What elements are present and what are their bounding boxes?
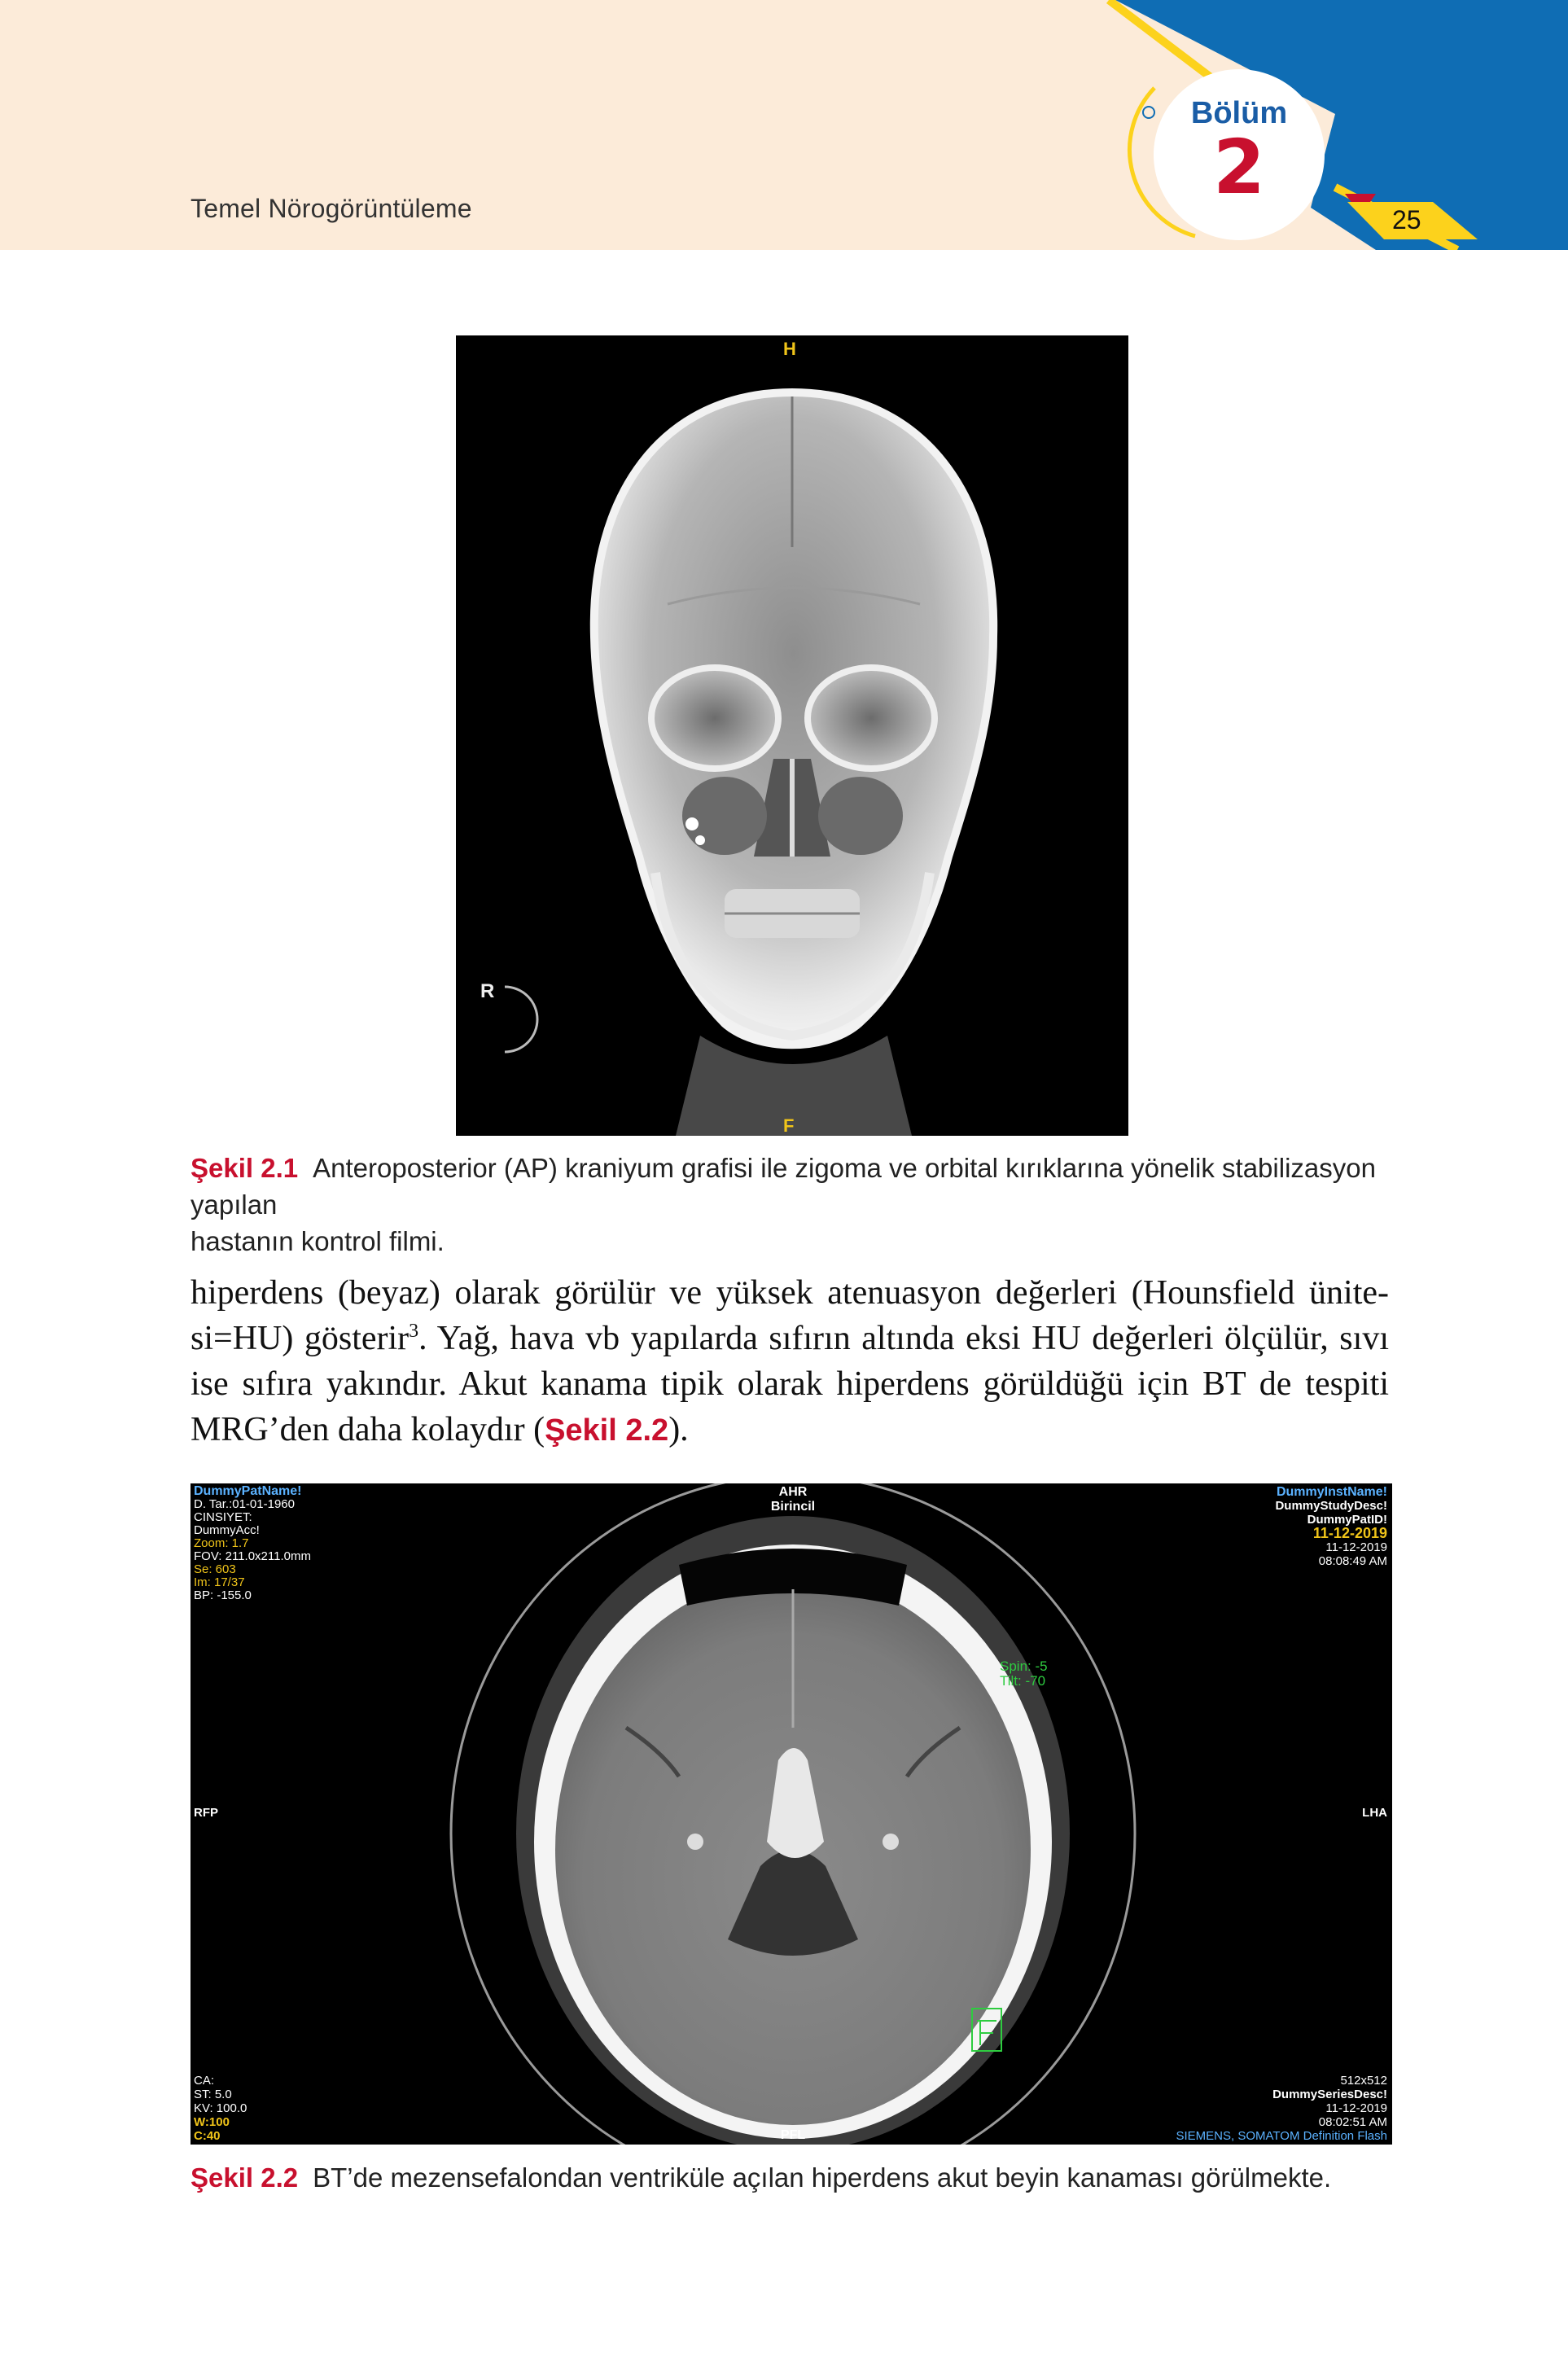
figure-2-2-caption <box>191 2159 1387 2196</box>
body-line-4 <box>191 1407 1389 1453</box>
scanner-model: SIEMENS, SOMATOM Definition Flash <box>1176 2129 1387 2143</box>
institution-name: DummyInstName! <box>1276 1485 1387 1499</box>
ct-top-right-info <box>1275 1485 1387 1568</box>
figure-2-1-caption-line1: Anteroposterior (AP) kraniyum grafisi ile zigoma ve orbital kırıklarına yönelik stabilizasyon yapılan <box>191 1153 1376 1220</box>
running-title: Temel Nörogörüntüleme <box>191 194 472 223</box>
spin-tilt-readout <box>1000 1659 1048 1689</box>
window-width: W:100 <box>194 2115 230 2129</box>
body-paragraph <box>191 1270 1389 1453</box>
series-date: 11-12-2019 <box>1325 2101 1387 2115</box>
window-center: C:40 <box>194 2129 221 2143</box>
ct-top-center-info <box>752 1485 834 1514</box>
matrix-size: 512x512 <box>1340 2074 1387 2088</box>
study-date: 11-12-2019 <box>1312 1525 1387 1541</box>
head-ct-drawing <box>191 1483 1392 2145</box>
xray-side-marker: R <box>480 980 495 1002</box>
sex-field: CINSIYET: <box>194 1510 252 1524</box>
study-desc: DummyStudyDesc! <box>1275 1499 1387 1513</box>
head-ct-image <box>191 1483 1392 2145</box>
ct-bottom-left-info <box>194 2074 247 2143</box>
kv-field: KV: 100.0 <box>194 2101 247 2115</box>
series-number: Se: 603 <box>194 1562 236 1576</box>
skull-xray-image <box>456 335 1128 1136</box>
page-header <box>0 0 1568 250</box>
page-number: 25 <box>1392 205 1421 234</box>
series-time: 08:02:51 AM <box>1318 2115 1387 2129</box>
skull-xray-drawing <box>456 335 1128 1136</box>
figure-2-1-caption-line2: hastanın kontrol filmi. <box>191 1226 445 1256</box>
slice-thickness: ST: 5.0 <box>194 2088 232 2101</box>
figure-2-2-caption-text: BT’de mezensefalondan ventriküle açılan hiperdens akut beyin kanaması görülmekte. <box>313 2162 1332 2193</box>
body-line-3: ise sıfıra yakındır. Akut kanama tipik olarak hiperdens görüldüğü için BT de tespiti <box>191 1365 1389 1403</box>
figure-2-1-number: Şekil 2.1 <box>191 1153 299 1183</box>
xray-top-marker: H <box>783 339 796 359</box>
spin-value: Spin: -5 <box>1000 1658 1048 1674</box>
zoom-level: Zoom: 1.7 <box>194 1536 249 1550</box>
acquisition-date: 11-12-2019 <box>1325 1540 1387 1554</box>
body-line-2-a: si=HU) gösterir <box>191 1320 410 1357</box>
figure-2-2-reference: Şekil 2.2 <box>545 1413 669 1448</box>
figure-2-1-caption <box>191 1150 1387 1260</box>
chapter-label: Bölüm <box>1190 96 1288 130</box>
orientation-left: RFP <box>194 1806 218 1820</box>
ct-bottom-right-info <box>1176 2074 1387 2143</box>
tilt-value: Tilt: -70 <box>1000 1673 1046 1689</box>
orientation-bottom: PFL <box>780 2128 806 2142</box>
acquisition-time: 08:08:49 AM <box>1318 1554 1387 1568</box>
chapter-number: 2 <box>1212 124 1265 211</box>
image-number: Im: 17/37 <box>194 1575 245 1589</box>
bed-position: BP: -155.0 <box>194 1588 252 1602</box>
reference-superscript: 3 <box>409 1321 419 1342</box>
figure-2-2-number: Şekil 2.2 <box>191 2162 299 2193</box>
body-line-4-b: ). <box>668 1411 689 1448</box>
fov: FOV: 211.0x211.0mm <box>194 1549 311 1563</box>
body-line-4-a: MRG’den daha kolaydır ( <box>191 1411 545 1448</box>
body-line-2-b: . Yağ, hava vb yapılarda sıfırın altında eksi HU değerleri ölçülür, sıvı <box>418 1320 1389 1357</box>
body-line-2 <box>191 1316 1389 1361</box>
orientation-top: AHR <box>778 1485 808 1499</box>
patient-id: DummyPatID! <box>1307 1513 1387 1527</box>
image-type: Birincil <box>770 1500 816 1514</box>
accession: DummyAcc! <box>194 1523 260 1537</box>
orientation-right: LHA <box>1362 1806 1387 1820</box>
series-desc: DummySeriesDesc! <box>1272 2088 1387 2101</box>
ct-top-left-info <box>194 1485 311 1602</box>
ca-field: CA: <box>194 2074 215 2088</box>
patient-name: DummyPatName! <box>194 1484 302 1498</box>
birth-date: D. Tar.:01-01-1960 <box>194 1497 295 1511</box>
body-line-1: hiperdens (beyaz) olarak görülür ve yüksek atenuasyon değerleri (Hounsfield ünite- <box>191 1274 1389 1312</box>
xray-bottom-marker: F <box>783 1115 795 1136</box>
